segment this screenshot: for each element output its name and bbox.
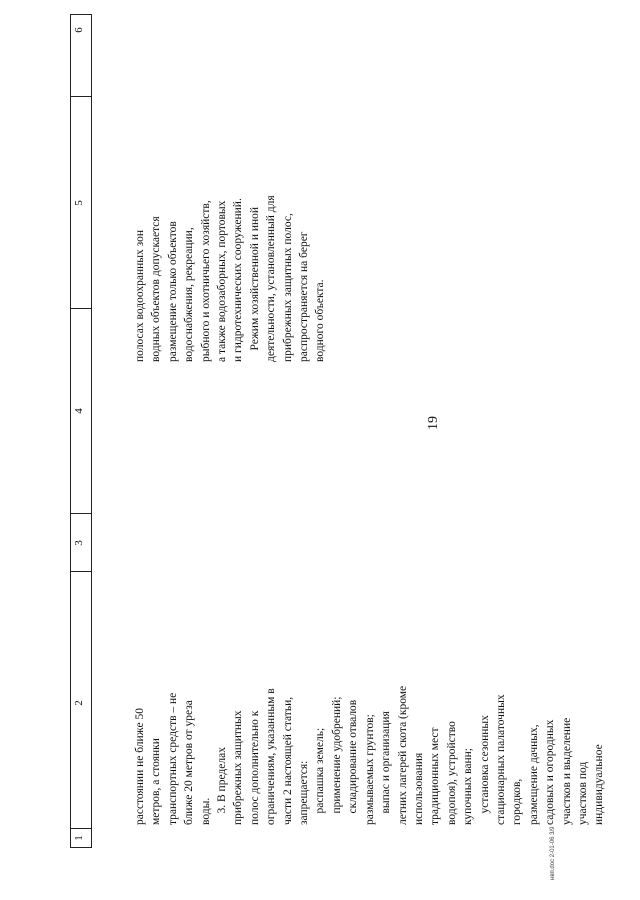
- footer-code: нвп.doc 2-01-06 3/9: [550, 826, 556, 880]
- column-5-line: рыбного и охотничьего хозяйств,: [199, 200, 212, 362]
- column-separator: [71, 308, 91, 309]
- column-separator: [71, 513, 91, 514]
- column-2-line: использования: [412, 752, 425, 825]
- column-5-text: [132, 195, 329, 362]
- column-separator: [71, 96, 91, 97]
- column-5-line: водных объектов допускается: [150, 216, 163, 362]
- column-2-line: метров, а стоянки: [150, 738, 163, 825]
- column-2-line: летних лагерей скота (кроме: [396, 685, 409, 825]
- column-5-line: и гидротехнических сооружений.: [232, 198, 245, 362]
- column-2-line: размываемых грунтов;: [363, 714, 376, 825]
- column-2-line: расстоянии не ближе 50: [134, 708, 146, 825]
- column-2-line: 3. В пределах: [216, 747, 229, 825]
- column-header-5: 5: [73, 200, 85, 206]
- column-header-6: 6: [73, 27, 85, 33]
- column-5-line: размещение только объектов: [166, 221, 179, 362]
- column-2-text: [132, 686, 608, 825]
- column-2-line: выпас и организация: [380, 711, 393, 825]
- column-2-line: водопоя), устройство: [445, 721, 458, 825]
- column-2-line: ограничениям, указанным в: [265, 688, 278, 825]
- column-2-line: участков под: [576, 761, 589, 825]
- column-5-line: полосах водоохранных зон: [134, 230, 146, 362]
- column-2-line: участков и выделение: [560, 717, 573, 825]
- column-2-line: купочных ванн;: [462, 748, 475, 825]
- column-header-1: 1: [73, 835, 85, 841]
- column-5-line: распространяется на берег: [298, 231, 311, 362]
- column-5-line: а также водозаборных, портовых: [216, 200, 229, 362]
- column-2-line: части 2 настоящей статьи,: [281, 696, 294, 825]
- column-2-line: установка сезонных: [478, 715, 491, 825]
- column-separator: [71, 571, 91, 572]
- column-2-line: складирование отвалов: [347, 699, 360, 825]
- column-2-line: ближе 20 метров от уреза: [183, 700, 196, 825]
- column-header-2: 2: [73, 700, 85, 706]
- column-5-line: деятельности, установленный для: [265, 195, 278, 362]
- column-header-3: 3: [73, 540, 85, 546]
- table-header-row: [70, 14, 92, 848]
- column-2-line: стационарных палаточных: [494, 694, 507, 825]
- column-2-line: транспортных средств – не: [166, 692, 179, 825]
- column-2-line: применение удобрений;: [330, 696, 343, 825]
- column-header-4: 4: [73, 408, 85, 414]
- column-2-line: запрещается:: [298, 760, 311, 825]
- column-5-line: водного объекта.: [314, 279, 327, 362]
- column-5-line: водоснабжения, рекреации,: [183, 227, 196, 362]
- column-2-line: садовых и огородных: [544, 719, 557, 825]
- column-2-line: индивидуальное: [593, 744, 606, 825]
- column-2-line: городков,: [511, 778, 524, 825]
- column-2-line: традиционных мест: [429, 727, 442, 825]
- column-5-line: прибрежных защитных полос,: [281, 213, 294, 362]
- column-5-line: Режим хозяйственной и иной: [248, 206, 261, 362]
- page-number: 19: [426, 416, 441, 430]
- column-2-line: воды.: [199, 797, 212, 825]
- column-2-line: полос дополнительно к: [248, 710, 261, 825]
- column-2-line: размещение дачных,: [527, 724, 540, 825]
- column-2-line: прибрежных защитных: [232, 710, 245, 825]
- column-2-line: распашка земель;: [314, 727, 327, 825]
